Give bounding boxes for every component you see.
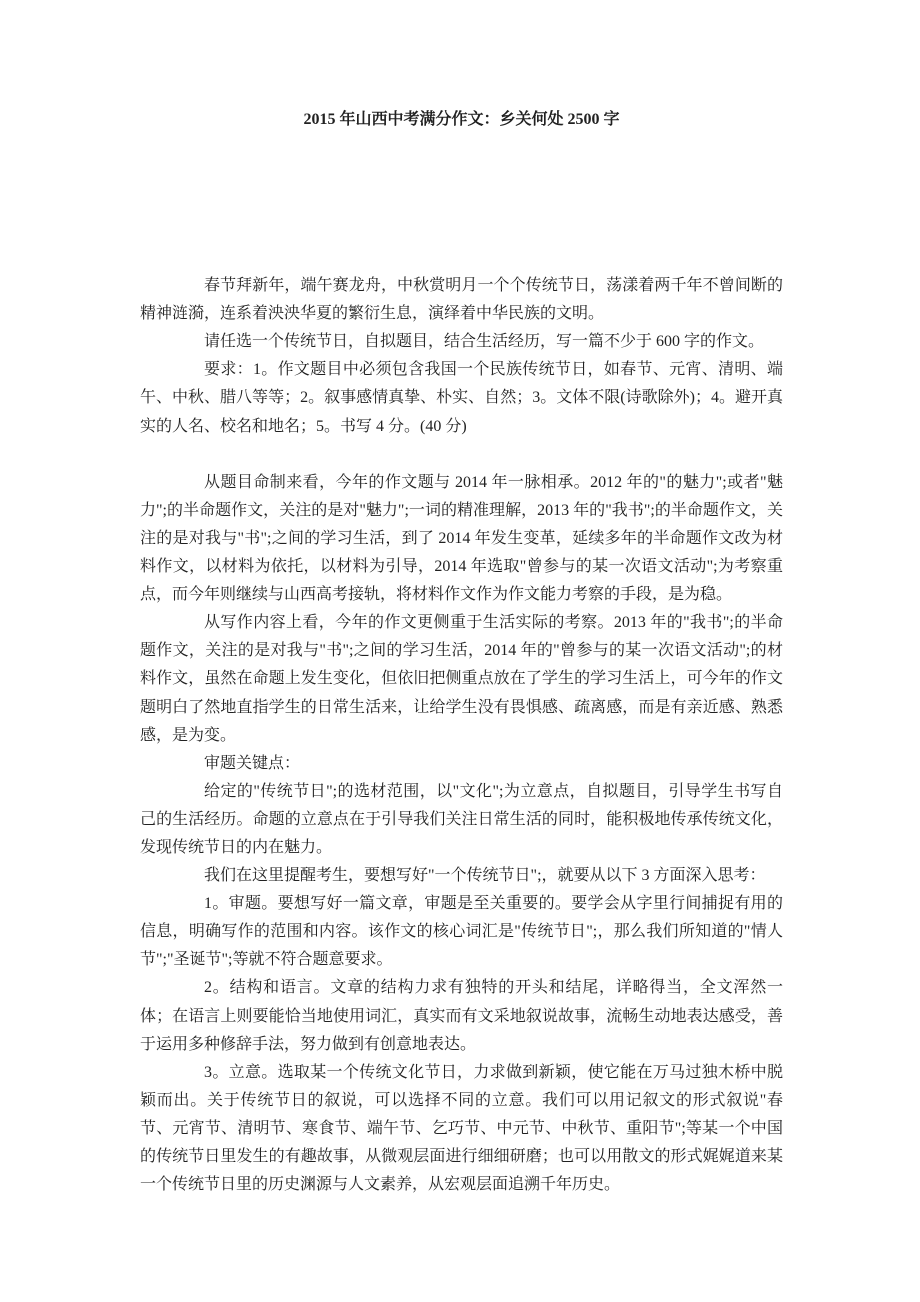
paragraph-key-points: 给定的"传统节日";的选材范围，以"文化";为立意点，自拟题目，引导学生书写自己的生活经历。命题的立意点在于引导我们关注日常生活的同时，能积极地传承传统文化，发现传统节日的内在魅力。: [140, 782, 783, 856]
paragraph-point-2-structure: 2。结构和语言。文章的结构力求有独特的开头和结尾，详略得当，全文浑然一体；在语言上则要能恰当地使用词汇，真实而有文采地叙说故事，流畅生动地表达感受，善于运用多种修辞手法，努力做到有创意地表达。: [140, 979, 783, 1053]
heading-key-points: 审题关键点：: [204, 754, 301, 772]
paragraph-point-1-topic: 1。审题。要想写好一篇文章，审题是至关重要的。要学会从字里行间捕捉有用的信息，明确写作的范围和内容。该作文的核心词汇是"传统节日";，那么我们所知道的"情人节";"圣诞节";等就不符合题意要求。: [140, 895, 783, 969]
paragraph-intro: 春节拜新年，端午赛龙舟，中秋赏明月一个个传统节日，荡漾着两千年不曾间断的精神涟漪，连系着泱泱华夏的繁衍生息，演绎着中华民族的文明。: [140, 277, 783, 323]
document-content: [140, 106, 783, 1199]
paragraph-prompt: 请任选一个传统节日，自拟题目，结合生活经历，写一篇不少于 600 字的作文。: [204, 333, 765, 351]
paragraph-point-3-intent: 3。立意。选取某一个传统文化节日，力求做到新颖，使它能在万马过独木桥中脱颖而出。关于传统节日的叙说，可以选择不同的立意。我们可以用记叙文的形式叙说"春节、元宵节、清明节、寒食节、端午节、乞巧节、中元节、中秋节、重阳节";等某一个中国的传统节日里发生的有趣故事，从微观层面进行细细研磨；也可以用散文的形式娓娓道来某一个传统节日里的历史渊源与人文素养，从宏观层面追溯千年历史。: [140, 1063, 783, 1194]
paragraph-requirements: 要求：1。作文题目中必须包含我国一个民族传统节日，如春节、元宵、清明、端午、中秋、腊八等等；2。叙事感情真挚、朴实、自然；3。文体不限(诗歌除外)；4。避开真实的人名、校名和地名；5。书写 4 分。(40 分): [140, 361, 783, 435]
paragraph-analysis-change: 从写作内容上看，今年的作文更侧重于生活实际的考察。2013 年的"我书";的半命题作文，关注的是对我与"书";之间的学习生活，2014 年的"曾参与的某一次语文活动";的材料作文，虽然在命题上发生变化，但依旧把侧重点放在了学生的学习生活上，可今年的作文题明白了然地直指学生的日常生活来，让给学生没有畏惧感、疏离感，而是有亲近感、熟悉感，是为变。: [140, 614, 783, 744]
paragraph-analysis-stability: 从题目命制来看，今年的作文题与 2014 年一脉相承。2012 年的"的魅力";或者"魅力";的半命题作文，关注的是对"魅力";一词的精准理解，2013 年的"我书";的半命题作文，关注的是对我与"书";之间的学习生活，到了 2014 年发生变革，延续多年的半命题作文改为材料作文，以材料为依托，以材料为引导，2014 年选取"曾参与的某一次语文活动";为考察重点，而今年则继续与山西高考接轨，将材料作文作为作文能力考察的手段，是为稳。: [140, 473, 783, 604]
paragraph-reminder: 我们在这里提醒考生，要想写好"一个传统节日";，就要从以下 3 方面深入思考：: [204, 867, 766, 885]
document-title: 2015 年山西中考满分作文：乡关何处 2500 字: [303, 111, 620, 128]
